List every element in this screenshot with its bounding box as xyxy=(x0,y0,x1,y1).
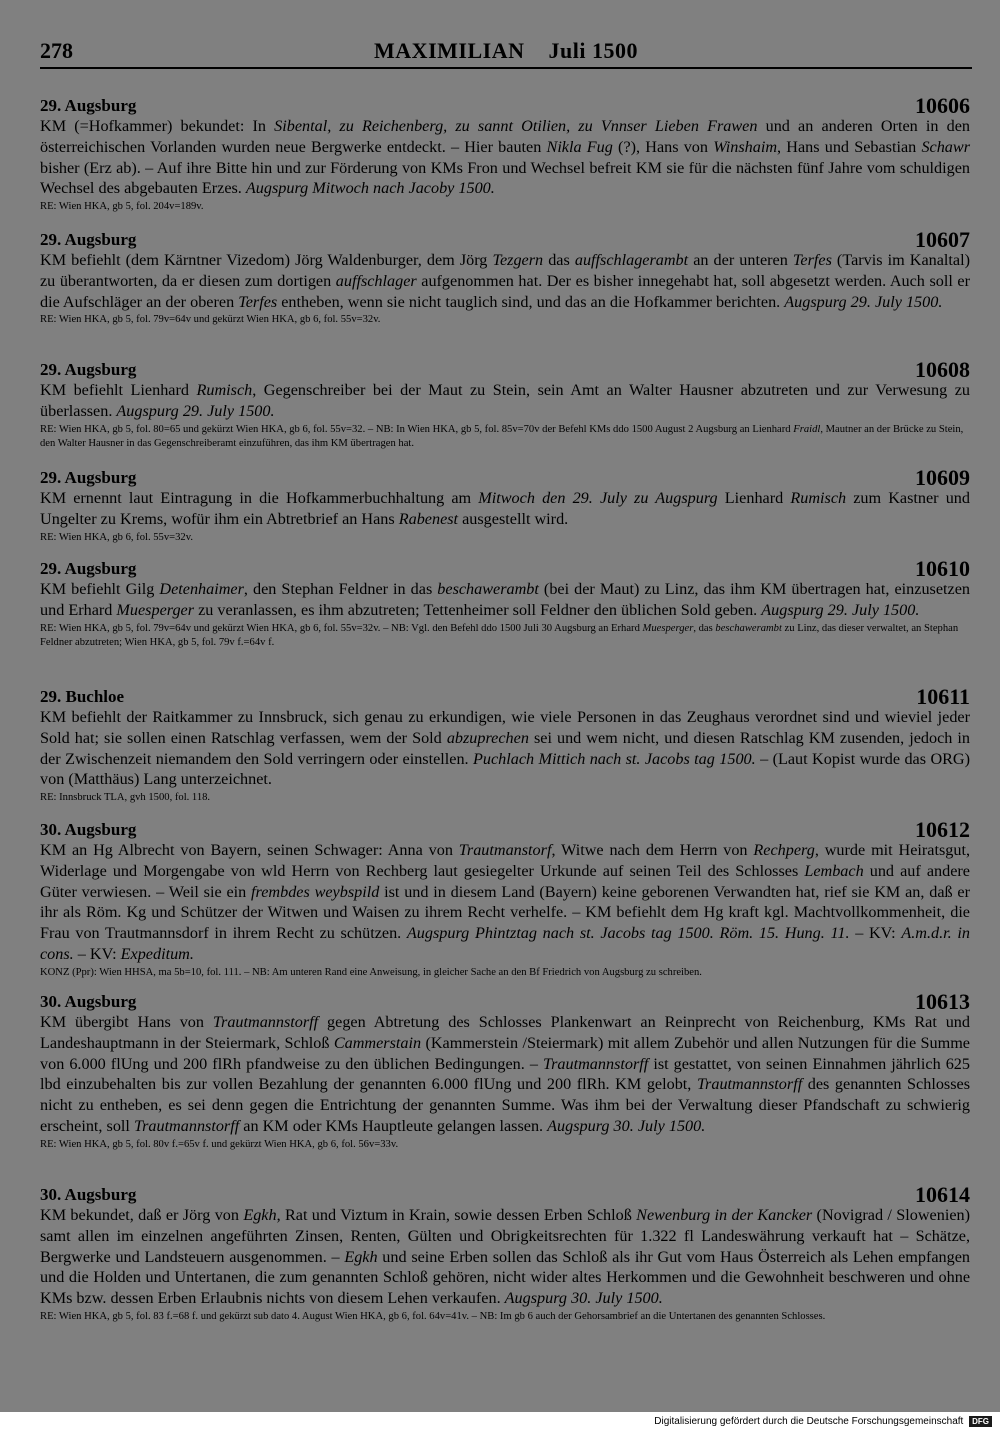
regest-entry xyxy=(40,228,970,327)
entry-body: KM befiehlt (dem Kärntner Vizedom) Jörg Waldenburger, dem Jörg Tezgern das auffschlagerambt an der unteren Terfes (Tarvis im Kanaltal) zu überantworten, da er diesen zum dortigen auffschlager aufgenommen hat. Der es bisher innegehabt hat, soll abgesetzt werden. Auch soll er die Aufschläger an der oberen Terfes entheben, wenn sie nicht tauglich sind, und das an die Hofkammer berichten. Augspurg 29. July 1500. xyxy=(40,251,970,311)
entry-place: 29. Augsburg xyxy=(40,559,137,578)
entry-reference: RE: Wien HKA, gb 5, fol. 80=65 und gekürzt Wien HKA, gb 6, fol. 55v=32. – NB: In Wien HKA, gb 5, fol. 85v=70v der Befehl KMs ddo 1500 August 2 Augsburg an Lienhard Fraidl, Mautner an der Brücke zu Stein, den Walter Hausner in das Gegenschreiberamt einzuführen, das ihm KM übertragen hat. xyxy=(40,423,964,449)
regest-entry xyxy=(40,1183,970,1324)
entry-reference: KONZ (Ppr): Wien HHSA, ma 5b=10, fol. 111. – NB: Am unteren Rand eine Anweisung, in gleicher Sache an den Bf Friedrich von Augsburg zu schreiben. xyxy=(40,966,702,978)
running-head xyxy=(40,38,972,64)
entry-header xyxy=(40,358,970,380)
page-number: 278 xyxy=(40,38,73,63)
entry-reference: RE: Wien HKA, gb 5, fol. 80v f.=65v f. und gekürzt Wien HKA, gb 6, fol. 56v=33v. xyxy=(40,1138,399,1150)
entry-header xyxy=(40,466,970,488)
regest-entry xyxy=(40,685,970,805)
entry-number: 10608 xyxy=(915,357,970,382)
entry-number: 10610 xyxy=(915,556,970,581)
entry-header xyxy=(40,557,970,579)
dfg-logo: DFG xyxy=(969,1416,992,1427)
running-title: MAXIMILIAN xyxy=(374,38,525,63)
running-date: Juli 1500 xyxy=(548,38,638,63)
footer-text: Digitalisierung gefördert durch die Deutsche Forschungsgemeinschaft xyxy=(654,1416,964,1428)
entry-body: KM ernennt laut Eintragung in die Hofkammerbuchhaltung am Mitwoch den 29. July zu Augspurg Lienhard Rumisch zum Kastner und Ungelter zu Krems, wofür ihm ein Abtretbrief an Hans Rabenest ausgestellt wird. xyxy=(40,489,970,528)
entry-place: 29. Augsburg xyxy=(40,468,137,487)
entry-header xyxy=(40,818,970,840)
regest-entry xyxy=(40,466,970,545)
entry-number: 10609 xyxy=(915,465,970,490)
entry-header xyxy=(40,685,970,707)
regest-entry xyxy=(40,358,970,451)
entry-place: 30. Augsburg xyxy=(40,820,137,839)
entry-header xyxy=(40,990,970,1012)
entry-body: KM übergibt Hans von Trautmannstorff gegen Abtretung des Schlosses Plankenwart an Reinprecht von Reichenburg, KMs Rat und Landeshauptmann in der Steiermark, Schloß Cammerstain (Kammerstein /Steiermark) mit allem Zubehör und allen Nutzungen für die Summe von 6.000 flUng und 200 flRh pfandweise zu den üblichen Bedingungen. – Trautmannstorff ist gestattet, von seinen Einnahmen jährlich 625 lbd einzubehalten bis zur vollen Bezahlung der genannten 6.000 flUng und 200 flRh. KM gelobt, Trautmannstorff des genannten Schlosses nicht zu entheben, es sei denn gegen die Entrichtung der genannten Summe. Was ihm bei der Verwaltung dieser Pfandschaft zu schwierig erscheint, soll Trautmannstorff an KM oder KMs Hauptleute gelangen lassen. Augspurg 30. July 1500. xyxy=(40,1013,970,1135)
entry-reference: RE: Wien HKA, gb 5, fol. 83 f.=68 f. und gekürzt sub dato 4. August Wien HKA, gb 6, fol. 64v=41v. – NB: Im gb 6 auch der Gehorsambrief an die Untertanen des genannten Schlosses. xyxy=(40,1310,826,1322)
regest-entry xyxy=(40,818,970,980)
entry-number: 10614 xyxy=(915,1182,970,1207)
entry-body: KM an Hg Albrecht von Bayern, seinen Schwager: Anna von Trautmanstorf, Witwe nach dem Herrn von Rechperg, wurde mit Heiratsgut, Widerlage und Morgengabe von wld Herrn von Rechberg laut gesiegelter Urkunde auf seinen Teil des Schlosses Lembach und auf andere Güter verwiesen. – Weil sie ein frembdes weybspild ist und in diesem Land (Bayern) keine geborenen Verwandten hat, rief sie KM an, daß er ihr als Röm. Kg und Schützer der Witwen und Waisen zu ihrem Recht verhelfe. – KM befiehlt dem Hg kraft kgl. Machtvollkommenheit, die Frau von Trautmannsdorf in ihrem Recht zu schützen. Augspurg Phintztag nach st. Jacobs tag 1500. Röm. 15. Hung. 11. – KV: A.m.d.r. in cons. – KV: Expeditum. xyxy=(40,841,970,963)
entry-number: 10606 xyxy=(915,93,970,118)
entry-place: 29. Augsburg xyxy=(40,230,137,249)
entry-header xyxy=(40,94,970,116)
entry-place: 30. Augsburg xyxy=(40,992,137,1011)
page-header xyxy=(40,38,972,68)
entry-body: KM befiehlt Lienhard Rumisch, Gegenschreiber bei der Maut zu Stein, sein Amt an Walter Hausner abzutreten und zur Verwesung zu überlassen. Augspurg 29. July 1500. xyxy=(40,381,971,420)
regest-entry xyxy=(40,94,970,214)
entry-body: KM befiehlt der Raitkammer zu Innsbruck, sich genau zu erkundigen, wie viele Personen in das Zeughaus verordnet sind und wieviel jeder Sold hat; sie sollen einen Ratschlag verfassen, wem der Sold abzuprechen sei und wem nicht, und diesen Ratschlag KM zusenden, jedoch in der Zwischenzeit niemandem den Sold verringern oder einstellen. Puchlach Mittich nach st. Jacobs tag 1500. – (Laut Kopist wurde das ORG) von (Matthäus) Lang unterzeichnet. xyxy=(40,708,971,789)
entry-header xyxy=(40,1183,970,1205)
entry-number: 10607 xyxy=(915,227,970,252)
entry-body: KM bekundet, daß er Jörg von Egkh, Rat und Viztum in Krain, sowie dessen Erben Schloß Newenburg in der Kancker (Novigrad / Slowenien) samt allen im einzelnen angeführten Zinsen, Renten, Gülten und Obrigkeitsrechten für 1.322 fl Landeswährung verkauft hat – Schätze, Bergwerke und Landsteuern ausgenommen. – Egkh und seine Erben sollen das Schloß als ihr Gut vom Haus Österreich als Lehen empfangen und die Holden und Untertanen, die zum genannten Schloß gehören, nicht wider altes Herkommen und die Gewohnheit beschweren und ohne KMs bzw. dessen Erben Erlaubnis nichts von diesem Lehen verkaufen. Augspurg 30. July 1500. xyxy=(40,1206,970,1308)
entry-place: 29. Augsburg xyxy=(40,360,137,379)
entry-place: 30. Augsburg xyxy=(40,1185,137,1204)
entry-reference: RE: Wien HKA, gb 5, fol. 204v=189v. xyxy=(40,201,204,213)
header-rule xyxy=(40,67,972,69)
regest-entry xyxy=(40,557,970,650)
entry-number: 10613 xyxy=(915,989,970,1014)
entry-body: KM (=Hofkammer) bekundet: In Sibental, zu Reichenberg, zu sannt Otilien, zu Vnnser Lieben Frawen und an anderen Orten in den österreichischen Vorlanden wurden neue Bergwerke entdeckt. – Hier bauten Nikla Fug (?), Hans von Winshaim, Hans und Sebastian Schawr bisher (Erz ab). – Auf ihre Bitte hin und zur Förderung von KMs Fron und Wechsel befreit KM sie für die nächsten fünf Jahre vom schuldigen Wechsel des abgebauten Erzes. Augspurg Mitwoch nach Jacoby 1500. xyxy=(40,117,970,198)
regest-entry xyxy=(40,990,970,1152)
entry-number: 10612 xyxy=(915,817,970,842)
entry-place: 29. Augsburg xyxy=(40,96,137,115)
entry-reference: RE: Wien HKA, gb 5, fol. 79v=64v und gekürzt Wien HKA, gb 6, fol. 55v=32v. xyxy=(40,314,381,326)
entry-header xyxy=(40,228,970,250)
digitization-footer xyxy=(654,1416,992,1427)
entry-reference: RE: Wien HKA, gb 6, fol. 55v=32v. xyxy=(40,531,193,543)
entry-reference: RE: Wien HKA, gb 5, fol. 79v=64v und gekürzt Wien HKA, gb 6, fol. 55v=32v. – NB: Vgl. den Befehl ddo 1500 Juli 30 Augsburg an Erhard Muesperger, das beschawerambt zu Linz, das dieser verwaltet, an Stephan Feldner abzutreten; Wien HKA, gb 5, fol. 79v f.=64v f. xyxy=(40,622,959,648)
entry-place: 29. Buchloe xyxy=(40,687,125,706)
entry-reference: RE: Innsbruck TLA, gvh 1500, fol. 118. xyxy=(40,792,211,804)
entry-body: KM befiehlt Gilg Detenhaimer, den Stephan Feldner in das beschawerambt (bei der Maut) zu Linz, das ihm KM übertragen hat, einzusetzen und Erhard Muesperger zu veranlassen, es ihm abzutreten; Tettenheimer soll Feldner den üblichen Sold geben. Augspurg 29. July 1500. xyxy=(40,580,971,619)
entry-number: 10611 xyxy=(916,684,970,709)
